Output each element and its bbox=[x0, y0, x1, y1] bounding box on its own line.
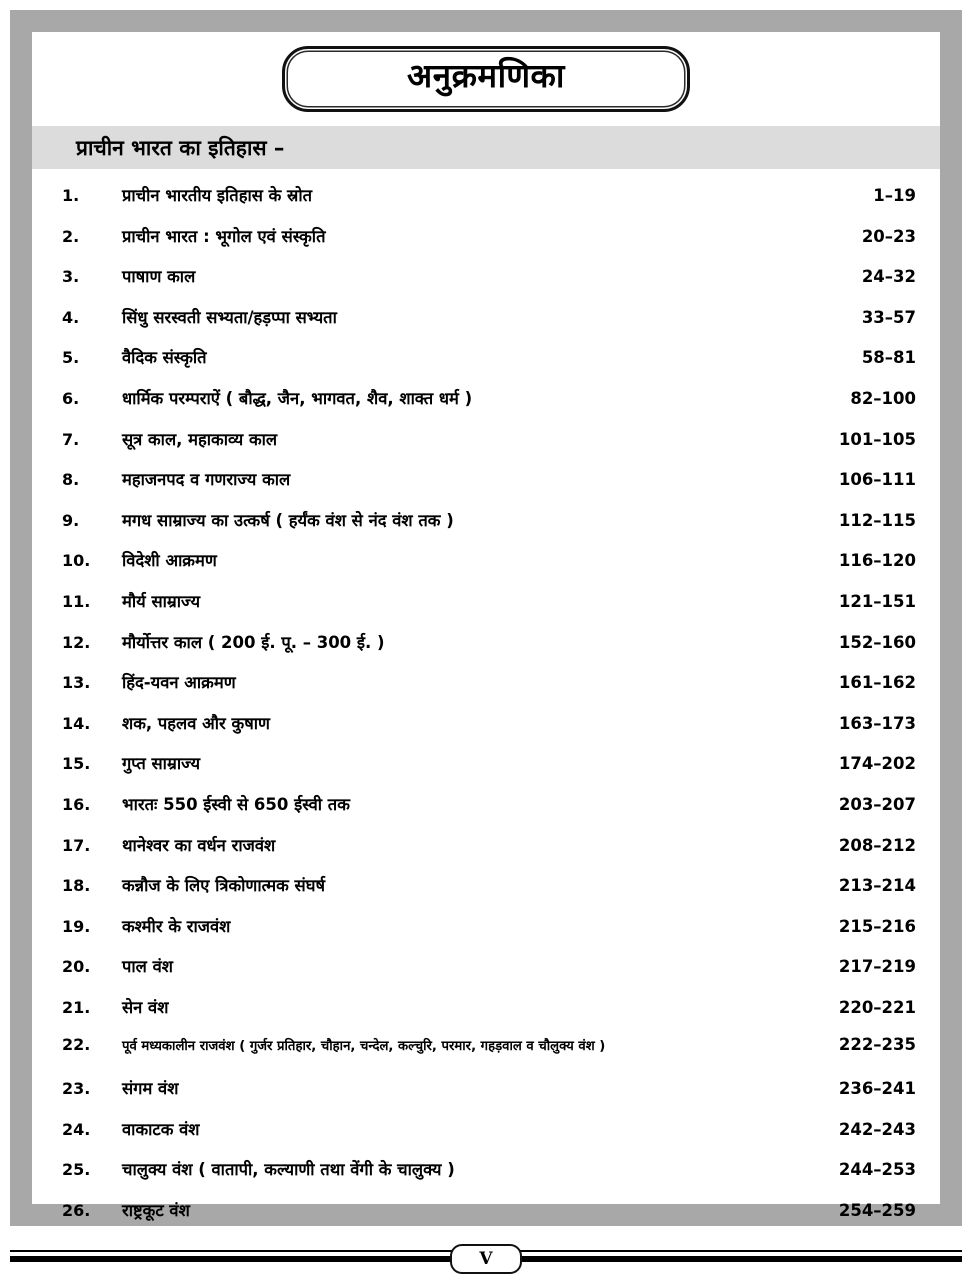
entry-number: 7. bbox=[62, 429, 80, 449]
table-row[interactable] bbox=[32, 711, 916, 752]
entry-page-range: 152–160 bbox=[838, 632, 916, 652]
section-heading-band bbox=[32, 126, 940, 169]
table-row[interactable] bbox=[32, 670, 916, 711]
table-row[interactable] bbox=[32, 508, 916, 549]
entry-number: 22. bbox=[62, 1035, 91, 1055]
entry-title[interactable]: वैदिक संस्कृति bbox=[122, 348, 207, 368]
entry-number: 13. bbox=[62, 673, 91, 693]
entry-title[interactable]: कन्नौज के लिए त्रिकोणात्मक संघर्ष bbox=[122, 876, 325, 896]
entry-title[interactable]: कश्मीर के राजवंश bbox=[122, 916, 231, 936]
entry-page-range: 116–120 bbox=[838, 551, 916, 571]
page-border-frame bbox=[10, 10, 962, 1226]
entry-page-range: 242–243 bbox=[838, 1119, 916, 1139]
table-row[interactable] bbox=[32, 751, 916, 792]
entry-page-range: 24–32 bbox=[861, 267, 916, 287]
table-row[interactable] bbox=[32, 1198, 916, 1239]
table-row[interactable] bbox=[32, 792, 916, 833]
entry-page-range: 112–115 bbox=[838, 510, 916, 530]
entry-title[interactable]: मौर्य साम्राज्य bbox=[122, 591, 201, 611]
entry-number: 1. bbox=[62, 186, 80, 205]
entry-number: 23. bbox=[62, 1079, 91, 1099]
entry-title[interactable]: पाल वंश bbox=[122, 957, 173, 977]
entry-title[interactable]: विदेशी आक्रमण bbox=[122, 551, 217, 571]
entry-title[interactable]: प्राचीन भारत : भूगोल एवं संस्कृति bbox=[122, 226, 326, 246]
entry-page-range: 222–235 bbox=[838, 1035, 916, 1055]
folio-number: V bbox=[479, 1248, 493, 1269]
entry-title[interactable]: सूत्र काल, महाकाव्य काल bbox=[122, 429, 278, 449]
entry-number: 14. bbox=[62, 713, 91, 733]
entry-title[interactable]: प्राचीन भारतीय इतिहास के स्रोत bbox=[122, 186, 313, 205]
table-row[interactable] bbox=[32, 1157, 916, 1198]
section-heading-label: प्राचीन भारत का इतिहास – bbox=[76, 135, 285, 160]
entry-page-range: 161–162 bbox=[838, 673, 916, 693]
entry-number: 11. bbox=[62, 591, 91, 611]
table-row[interactable] bbox=[32, 914, 916, 955]
entry-page-range: 82–100 bbox=[850, 388, 916, 408]
entry-page-range: 215–216 bbox=[838, 916, 916, 936]
entry-number: 8. bbox=[62, 470, 80, 490]
entry-title[interactable]: चालुक्य वंश ( वातापी, कल्याणी तथा वेंगी के चालुक्य ) bbox=[122, 1160, 455, 1180]
table-row[interactable] bbox=[32, 873, 916, 914]
table-row[interactable] bbox=[32, 954, 916, 995]
table-row[interactable] bbox=[32, 1035, 916, 1076]
entry-number: 18. bbox=[62, 876, 91, 896]
table-row[interactable] bbox=[32, 224, 916, 265]
entry-page-range: 33–57 bbox=[861, 307, 916, 327]
entry-page-range: 101–105 bbox=[838, 429, 916, 449]
entry-page-range: 58–81 bbox=[861, 348, 916, 368]
entry-number: 4. bbox=[62, 307, 80, 327]
entry-title[interactable]: वाकाटक वंश bbox=[122, 1119, 200, 1139]
entry-number: 26. bbox=[62, 1200, 91, 1220]
entry-page-range: 208–212 bbox=[838, 835, 916, 855]
entry-number: 10. bbox=[62, 551, 91, 571]
table-row[interactable] bbox=[32, 467, 916, 508]
entry-number: 17. bbox=[62, 835, 91, 855]
entry-title[interactable]: शक, पहलव और कुषाण bbox=[122, 713, 270, 733]
entry-page-range: 217–219 bbox=[838, 957, 916, 977]
entry-title[interactable]: भारतः 550 ईस्वी से 650 ईस्वी तक bbox=[122, 794, 350, 814]
entry-number: 2. bbox=[62, 226, 80, 246]
entry-page-range: 254–259 bbox=[838, 1200, 916, 1220]
folio-plate bbox=[450, 1244, 522, 1274]
entry-number: 12. bbox=[62, 632, 91, 652]
table-row[interactable] bbox=[32, 264, 916, 305]
entry-page-range: 1–19 bbox=[873, 186, 916, 205]
table-row[interactable] bbox=[32, 345, 916, 386]
table-row[interactable] bbox=[32, 630, 916, 671]
entry-number: 24. bbox=[62, 1119, 91, 1139]
table-row[interactable] bbox=[32, 305, 916, 346]
entry-title[interactable]: मगध साम्राज्य का उत्कर्ष ( हर्यंक वंश से नंद वंश तक ) bbox=[122, 510, 454, 530]
entry-number: 21. bbox=[62, 997, 91, 1017]
entry-page-range: 213–214 bbox=[838, 876, 916, 896]
entry-title[interactable]: गुप्त साम्राज्य bbox=[122, 754, 201, 774]
entry-title[interactable]: सिंधु सरस्वती सभ्यता/हड़प्पा सभ्यता bbox=[122, 307, 337, 327]
entry-page-range: 121–151 bbox=[838, 591, 916, 611]
entry-number: 15. bbox=[62, 754, 91, 774]
entry-page-range: 174–202 bbox=[838, 754, 916, 774]
page-content-area bbox=[32, 32, 940, 1220]
entry-page-range: 203–207 bbox=[838, 794, 916, 814]
table-row[interactable] bbox=[32, 548, 916, 589]
entry-number: 3. bbox=[62, 267, 80, 287]
entry-number: 19. bbox=[62, 916, 91, 936]
table-row[interactable] bbox=[32, 1117, 916, 1158]
entry-number: 9. bbox=[62, 510, 80, 530]
entry-page-range: 236–241 bbox=[838, 1079, 916, 1099]
entry-number: 5. bbox=[62, 348, 80, 368]
page-title: अनुक्रमणिका bbox=[407, 56, 565, 96]
entry-page-range: 220–221 bbox=[838, 997, 916, 1017]
entry-title[interactable]: थानेश्वर का वर्धन राजवंश bbox=[122, 835, 276, 855]
entry-page-range: 20–23 bbox=[861, 226, 916, 246]
entry-number: 16. bbox=[62, 794, 91, 814]
table-row[interactable] bbox=[32, 1076, 916, 1117]
entry-title[interactable]: पूर्व मध्यकालीन राजवंश ( गुर्जर प्रतिहार, चौहान, चन्देल, कल्चुरि, परमार, गहड़वाल व चौलुक्य वंश ) bbox=[122, 1039, 606, 1055]
table-row[interactable] bbox=[32, 589, 916, 630]
entry-title[interactable]: धार्मिक परम्पराऐं ( बौद्ध, जैन, भागवत, शैव, शाक्त धर्म ) bbox=[122, 388, 473, 408]
table-row[interactable] bbox=[32, 995, 916, 1036]
entry-number: 25. bbox=[62, 1160, 91, 1180]
entry-title[interactable]: पाषाण काल bbox=[122, 267, 196, 287]
entry-title[interactable]: संगम वंश bbox=[122, 1079, 179, 1099]
page-title-plate bbox=[282, 46, 690, 111]
entry-number: 20. bbox=[62, 957, 91, 977]
table-row[interactable] bbox=[32, 183, 916, 224]
entry-title[interactable]: हिंद-यवन आक्रमण bbox=[122, 673, 236, 693]
entry-page-range: 244–253 bbox=[838, 1160, 916, 1180]
entry-title[interactable]: राष्ट्रकूट वंश bbox=[122, 1200, 190, 1220]
page-footer bbox=[0, 1236, 972, 1280]
table-row[interactable] bbox=[32, 833, 916, 874]
entry-title[interactable]: मौर्योत्तर काल ( 200 ई. पू. – 300 ई. ) bbox=[122, 632, 385, 652]
entry-page-range: 163–173 bbox=[838, 713, 916, 733]
table-row[interactable] bbox=[32, 386, 916, 427]
entry-number: 6. bbox=[62, 388, 80, 408]
table-row[interactable] bbox=[32, 427, 916, 468]
entry-title[interactable]: सेन वंश bbox=[122, 997, 169, 1017]
page-title-zone bbox=[32, 32, 940, 126]
table-of-contents-list bbox=[32, 169, 940, 1238]
entry-page-range: 106–111 bbox=[838, 470, 916, 490]
entry-title[interactable]: महाजनपद व गणराज्य काल bbox=[122, 470, 291, 490]
